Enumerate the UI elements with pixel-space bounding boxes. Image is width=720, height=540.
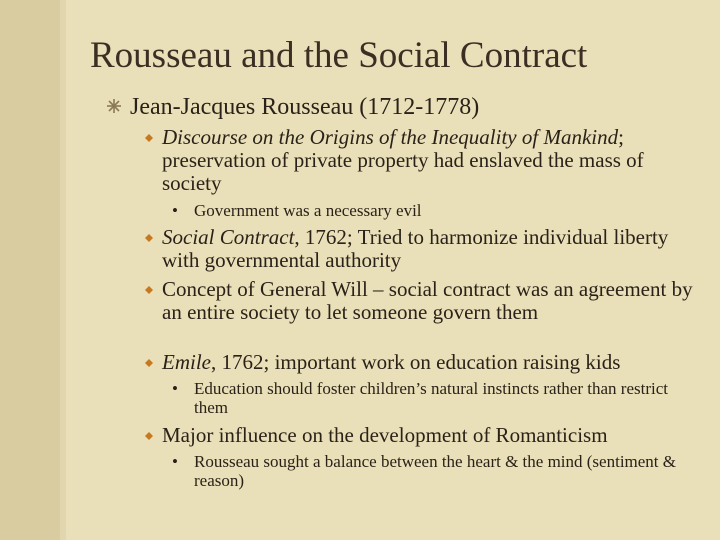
dot-bullet-icon: •: [172, 201, 178, 220]
sub-sub-bullet-balance: [172, 452, 712, 490]
left-decorative-stripe: [0, 0, 60, 540]
work-title: Emile: [162, 350, 211, 374]
item-text: Major influence on the development of Romanticism: [162, 423, 608, 447]
stripe-edge: [60, 0, 66, 540]
sub-bullet-discourse: [144, 126, 704, 195]
diamond-bullet-icon: [145, 134, 153, 142]
sub-bullet-emile: [144, 351, 704, 374]
diamond-bullet-icon: [145, 359, 153, 367]
dot-bullet-icon: •: [172, 452, 178, 471]
item-text: , 1762; important work on education raising kids: [210, 350, 621, 374]
diamond-bullet-icon: [145, 432, 153, 440]
item-text: , 1762; Tried to harmonize individual liberty with governmental authority: [162, 225, 669, 272]
sub-bullet-social-contract: [144, 226, 704, 272]
main-bullet-text: Jean-Jacques Rousseau (1712-1778): [130, 94, 480, 120]
item-text: Government was a necessary evil: [194, 201, 422, 220]
sub-sub-bullet-government: [172, 201, 712, 220]
diamond-bullet-icon: [145, 234, 153, 242]
asterisk-bullet-icon: [106, 98, 122, 114]
item-text: Rousseau sought a balance between the heart & the mind (sentiment & reason): [194, 452, 677, 490]
work-title: Social Contract: [162, 225, 295, 249]
item-text: Education should foster children’s natural instincts rather than restrict them: [194, 379, 668, 417]
item-text: ; preservation of private property had enslaved the mass of society: [162, 125, 644, 195]
sub-bullet-romanticism: [144, 424, 704, 447]
sub-sub-bullet-education: [172, 379, 712, 417]
item-text: Concept of General Will – social contract was an agreement by an entire society to let someone govern them: [162, 277, 693, 324]
work-title: Discourse on the Origins of the Inequality of Mankind: [162, 125, 619, 149]
dot-bullet-icon: •: [172, 379, 178, 398]
sub-bullet-general-will: [144, 278, 704, 324]
diamond-bullet-icon: [145, 286, 153, 294]
slide-title: Rousseau and the Social Contract: [90, 35, 588, 76]
